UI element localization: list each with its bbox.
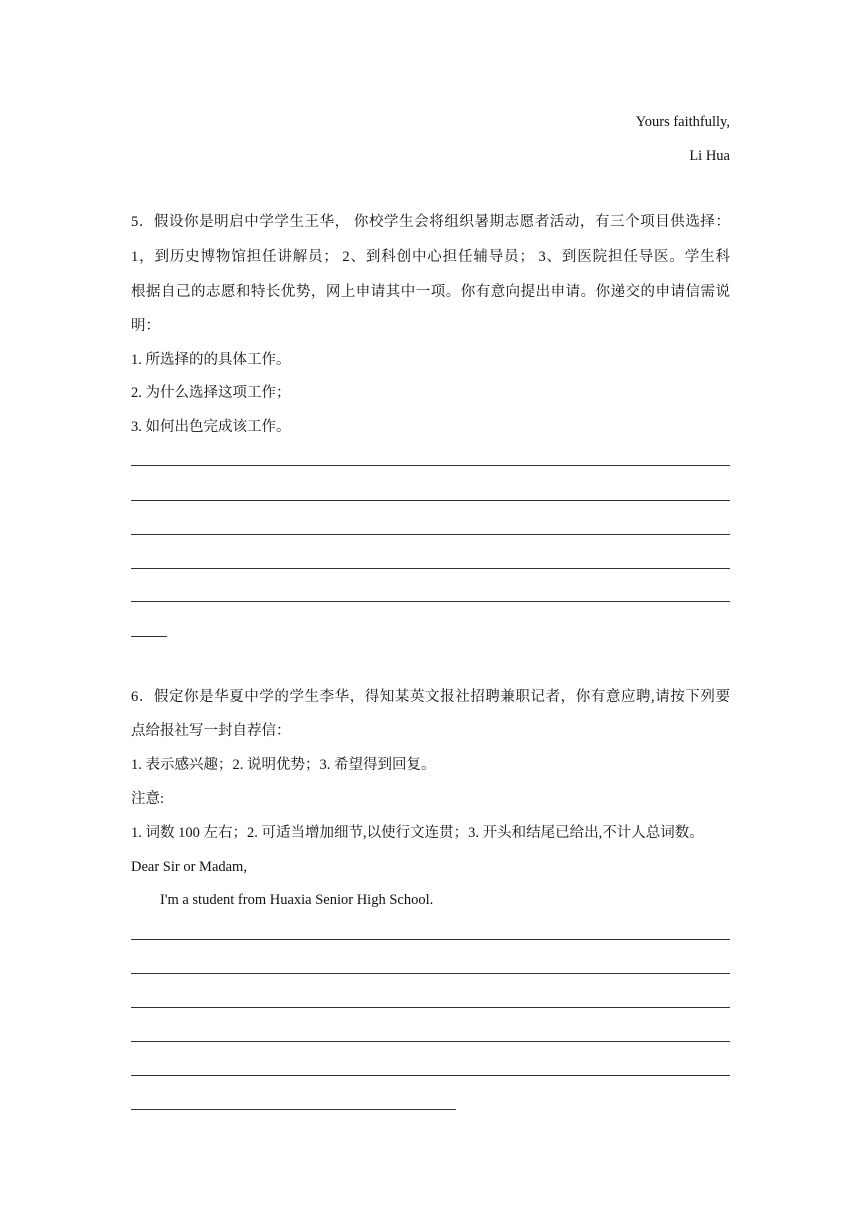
answer-line <box>131 939 730 940</box>
q5-paragraph-line: 明： <box>131 318 160 334</box>
q5-point: 1. 所选择的的具体工作。 <box>131 352 291 368</box>
answer-line <box>131 1007 730 1008</box>
q5-paragraph-line: 5．假设你是明启中学学生王华， 你校学生会将组织暑期志愿者活动，有三个项目供选择： <box>131 214 730 230</box>
answer-line <box>131 534 730 535</box>
q5-paragraph-line: 1，到历史博物馆担任讲解员； 2、到科创中心担任辅导员； 3、到医院担任导医。学生科 <box>131 249 730 265</box>
answer-line <box>131 1041 730 1042</box>
answer-line <box>131 1109 456 1110</box>
q6-paragraph-line: 点给报社写一封自荐信： <box>131 723 291 739</box>
q5-paragraph-line: 根据自己的志愿和特长优势，网上申请其中一项。你有意向提出申请。你递交的申请信需说 <box>131 284 730 300</box>
closing-name: Li Hua <box>689 148 730 164</box>
q6-opening-sentence: I'm a student from Huaxia Senior High School. <box>160 892 434 908</box>
answer-line <box>131 636 167 637</box>
answer-line <box>131 973 730 974</box>
q5-point: 3. 如何出色完成该工作。 <box>131 419 291 435</box>
q6-note-text: 1. 词数 100 左右；2. 可适当增加细节,以使行文连贯；3. 开头和结尾已给出,不计人总词数。 <box>131 825 704 841</box>
q5-point: 2. 为什么选择这项工作； <box>131 385 291 401</box>
q6-paragraph-line: 6．假定你是华夏中学的学生李华，得知某英文报社招聘兼职记者，你有意应聘,请按下列要 <box>131 689 730 705</box>
closing-signoff: Yours faithfully, <box>635 114 730 130</box>
q6-note-label: 注意: <box>131 791 165 807</box>
answer-line <box>131 465 730 466</box>
q6-points: 1. 表示感兴趣；2. 说明优势；3. 希望得到回复。 <box>131 757 436 773</box>
answer-line <box>131 568 730 569</box>
answer-line <box>131 500 730 501</box>
q6-salutation: Dear Sir or Madam, <box>131 859 247 875</box>
answer-line <box>131 601 730 602</box>
answer-line <box>131 1075 730 1076</box>
